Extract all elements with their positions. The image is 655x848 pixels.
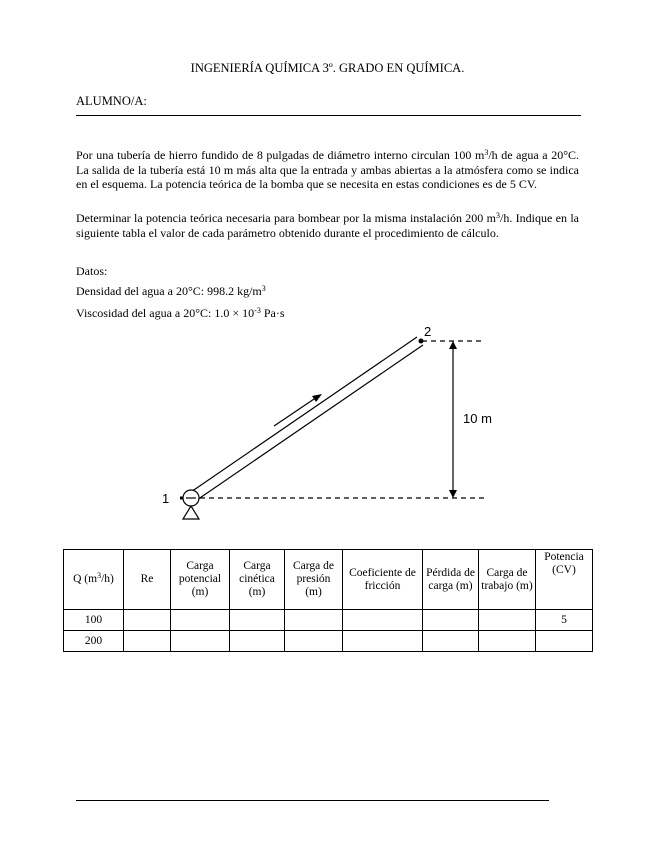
cell-re[interactable] xyxy=(124,610,171,631)
pump-base xyxy=(183,506,199,519)
cell-carga-trabajo[interactable] xyxy=(479,631,536,652)
problem-question xyxy=(76,211,579,240)
cell-carga-potencial[interactable] xyxy=(171,610,230,631)
flow-arrow-head xyxy=(312,394,322,402)
question-text-start: Determinar la potencia teórica necesaria para bombear por la misma instalación 200 m xyxy=(76,211,496,225)
outlet-point xyxy=(419,339,424,344)
problem-statement xyxy=(76,148,579,192)
flow-arrow-line xyxy=(274,395,320,426)
height-arrow-bottom xyxy=(449,490,457,498)
header-perdida-carga: Pérdida de carga (m) xyxy=(423,550,479,610)
header-carga-potencial: Carga potencial (m) xyxy=(171,550,230,610)
cube-exponent: 3 xyxy=(484,148,489,157)
outlet-label: 2 xyxy=(424,324,432,339)
cell-carga-trabajo[interactable] xyxy=(479,610,536,631)
page-title: INGENIERÍA QUÍMICA 3º. GRADO EN QUÍMICA. xyxy=(190,61,465,75)
footer-divider xyxy=(76,800,549,801)
pipe-wall-lower xyxy=(194,345,423,502)
cube-exponent: 3 xyxy=(261,284,266,293)
cell-carga-cinetica[interactable] xyxy=(230,631,285,652)
header-q xyxy=(64,550,124,610)
cell-re[interactable] xyxy=(124,631,171,652)
inlet-label: 1 xyxy=(162,491,170,506)
cell-q: 200 xyxy=(64,631,124,652)
cell-perdida-carga[interactable] xyxy=(423,631,479,652)
header-re: Re xyxy=(124,550,171,610)
density-data xyxy=(76,284,266,299)
header-q-suffix: /h) xyxy=(101,573,114,585)
viscosity-data xyxy=(76,306,285,321)
header-q-prefix: Q (m xyxy=(73,573,98,585)
header-carga-trabajo: Carga de trabajo (m) xyxy=(479,550,536,610)
header-coef-friccion: Coeficiente de fricción xyxy=(343,550,423,610)
pipe-wall-upper xyxy=(188,337,417,494)
header-divider xyxy=(76,115,581,116)
viscosity-text: Viscosidad del agua a 20°C: 1.0 × 10 xyxy=(76,306,255,320)
problem-text-end: /h de agua a 20°C. La salida de la tubería está 10 m más alta que la entrada y ambas abiertas a la atmósfera como se indica en el esquema. La potencia teórica de la bomba que se necesita en estas condiciones es de 5 CV. xyxy=(76,148,579,191)
question-text-end: /h. Indique en la siguiente tabla el valor de cada parámetro obtenido durante el procedimiento de cálculo. xyxy=(76,211,579,240)
cell-carga-potencial[interactable] xyxy=(171,631,230,652)
cell-coef-friccion[interactable] xyxy=(343,631,423,652)
datos-label: Datos: xyxy=(76,264,108,278)
height-arrow-top xyxy=(449,341,457,349)
table-header-row xyxy=(64,550,593,610)
header-carga-cinetica: Carga cinética (m) xyxy=(230,550,285,610)
cell-carga-cinetica[interactable] xyxy=(230,610,285,631)
cell-perdida-carga[interactable] xyxy=(423,610,479,631)
header-carga-presion: Carga de presión (m) xyxy=(285,550,343,610)
viscosity-unit: Pa·s xyxy=(260,306,285,320)
cell-carga-presion[interactable] xyxy=(285,610,343,631)
density-text: Densidad del agua a 20°C: 998.2 kg/m xyxy=(76,284,262,298)
student-label: ALUMNO/A: xyxy=(76,94,147,108)
cell-coef-friccion[interactable] xyxy=(343,610,423,631)
cell-carga-presion[interactable] xyxy=(285,631,343,652)
cell-q: 100 xyxy=(64,610,124,631)
cube-exponent: 3 xyxy=(97,571,102,580)
cell-potencia: 5 xyxy=(536,610,593,631)
height-label: 10 m xyxy=(463,411,492,426)
table-row xyxy=(64,610,593,631)
pipe-diagram xyxy=(150,322,500,527)
cube-exponent: 3 xyxy=(495,211,500,220)
problem-text-start: Por una tubería de hierro fundido de 8 pulgadas de diámetro interno circulan 100 m xyxy=(76,148,485,162)
header-potencia: Potencia (CV) xyxy=(536,550,593,610)
results-table xyxy=(63,549,593,652)
cell-potencia[interactable] xyxy=(536,631,593,652)
table-row xyxy=(64,631,593,652)
viscosity-exponent: -3 xyxy=(254,306,261,315)
